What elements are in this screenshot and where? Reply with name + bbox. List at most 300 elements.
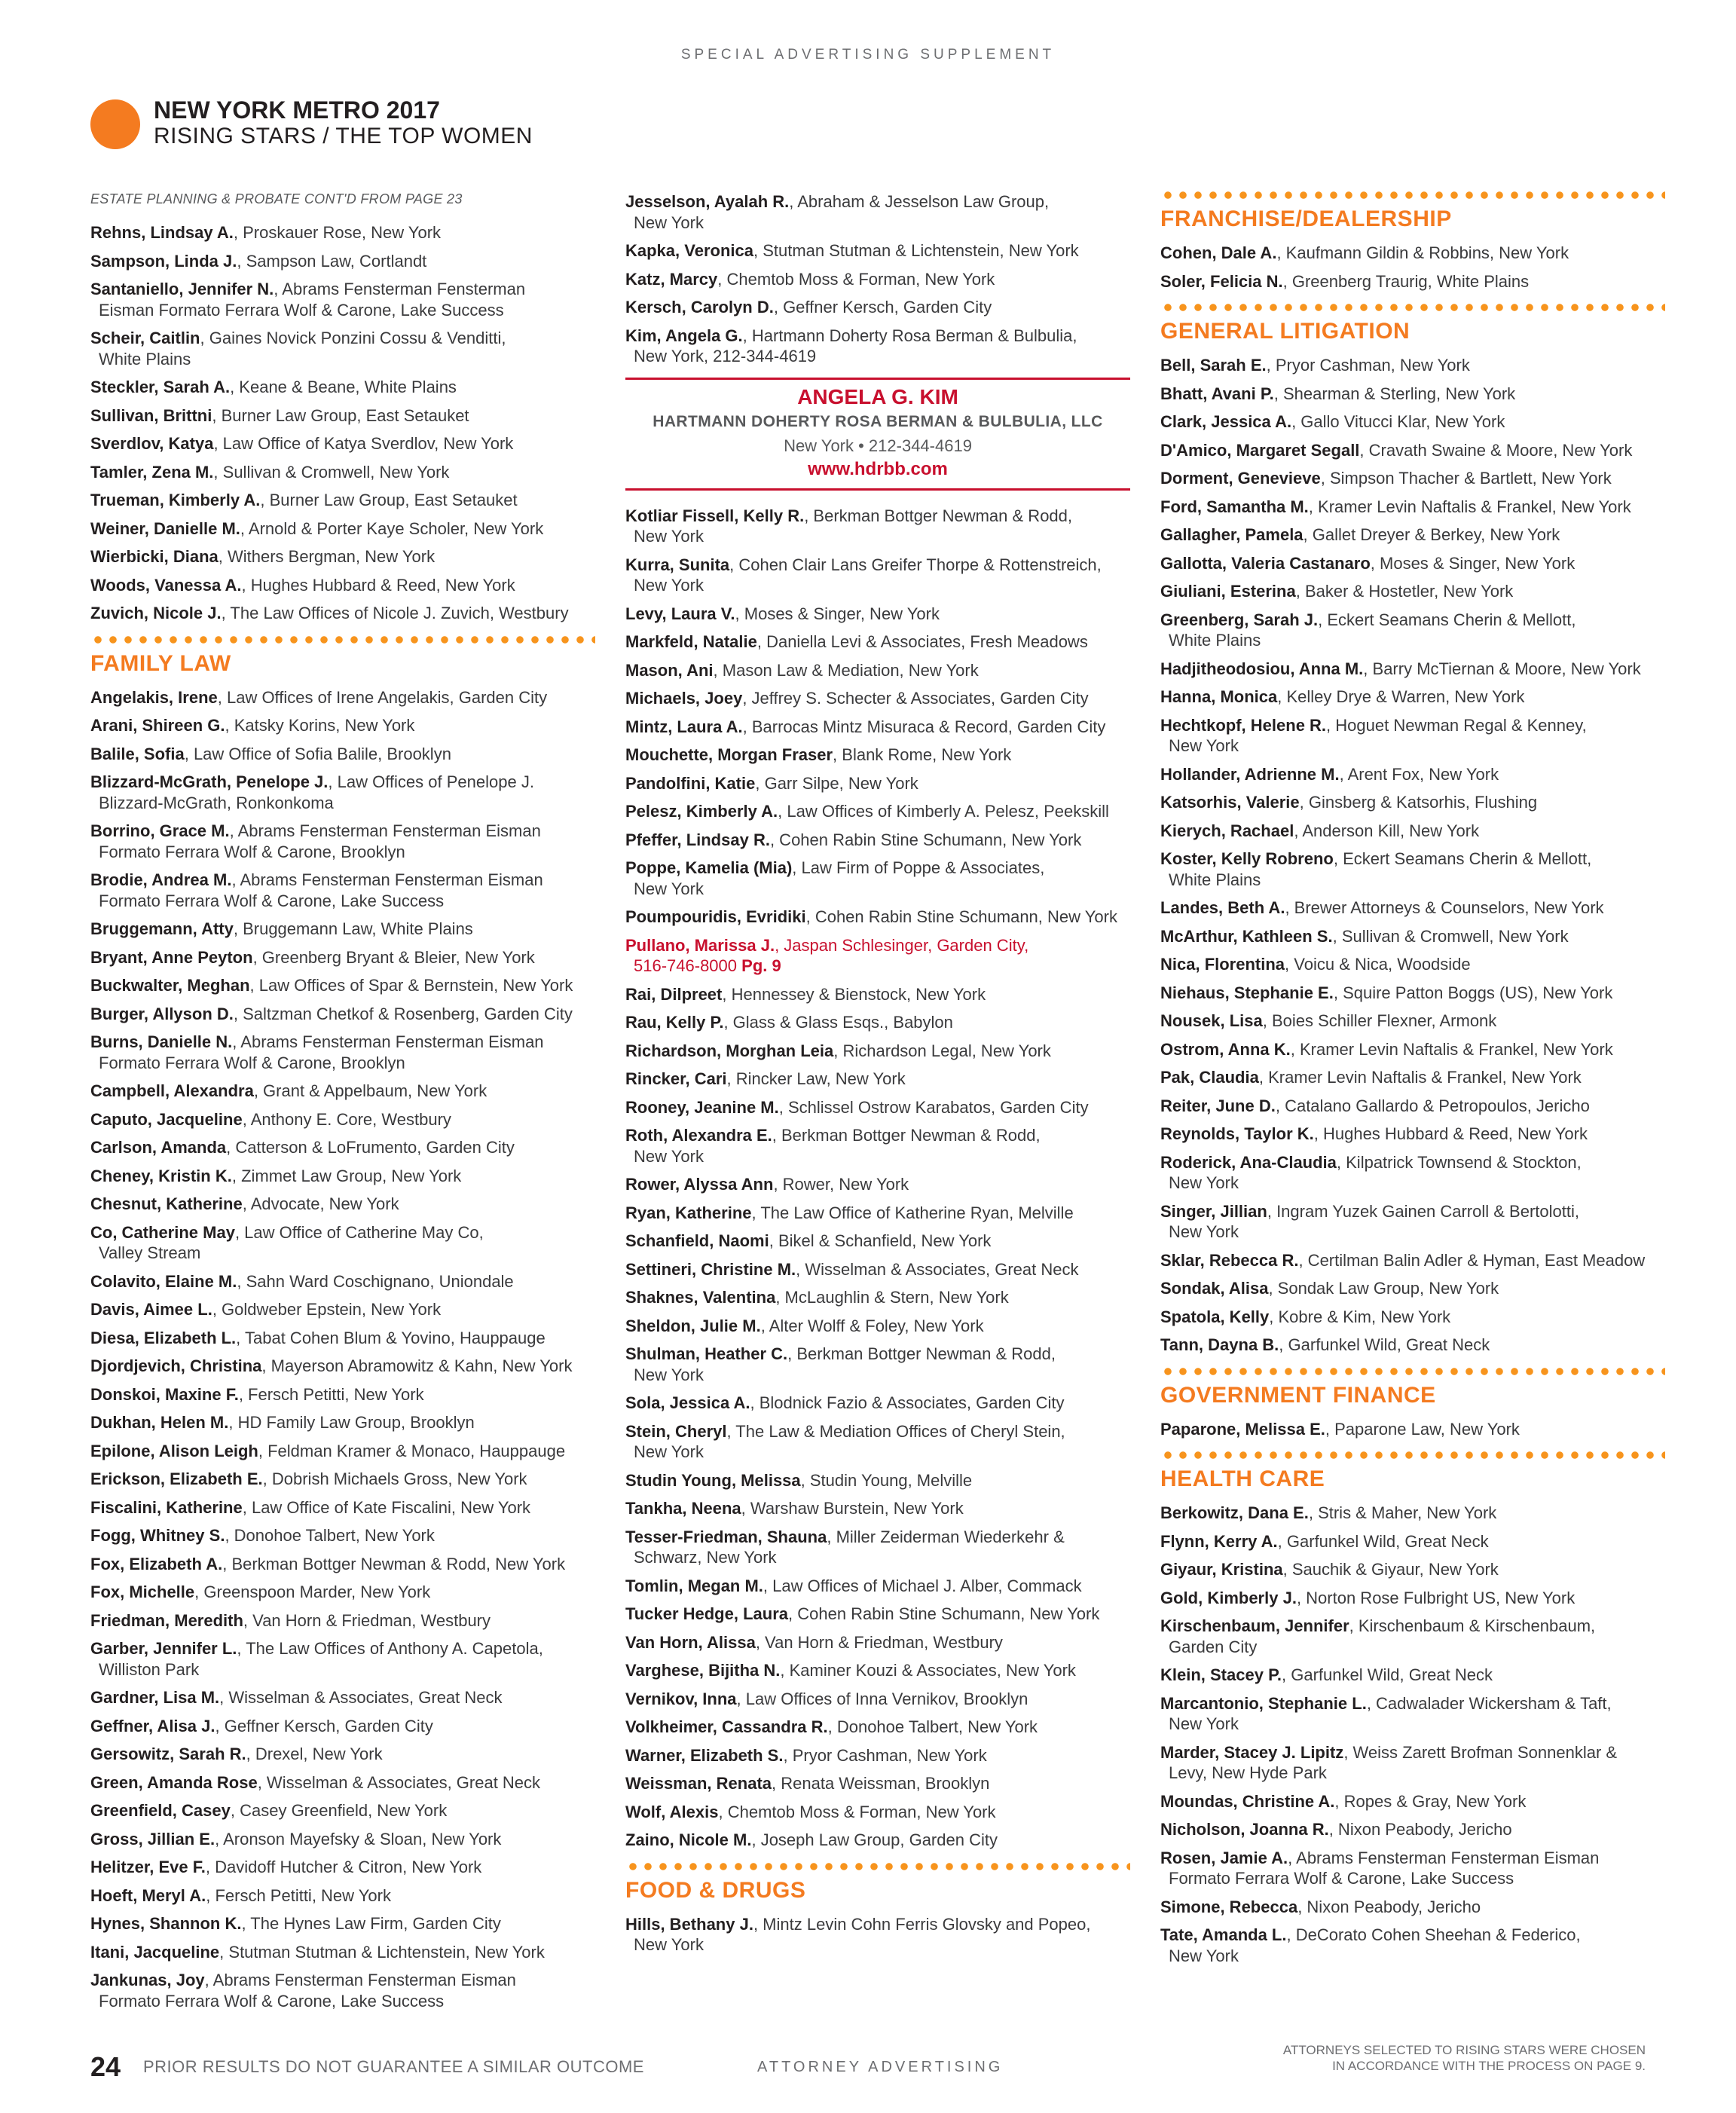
list-item (1160, 243, 1665, 264)
attorney-name: Carlson, Amanda (90, 1138, 227, 1157)
section-title: FOOD & DRUGS (625, 1877, 806, 1903)
list-item (625, 935, 1130, 977)
list-item (625, 858, 1130, 899)
firm-location: , Blodnick Fazio & Associates, Garden City (750, 1393, 1065, 1412)
firm-location: , Gallo Vitucci Klar, New York (1291, 412, 1505, 431)
attorney-name: Woods, Vanessa A. (90, 575, 242, 595)
list-item (1160, 1039, 1665, 1060)
firm-location-continued: White Plains (1169, 870, 1261, 889)
attorney-name: Arani, Shireen G. (90, 716, 225, 735)
list-item (90, 405, 595, 427)
list-item (90, 1716, 595, 1737)
firm-location: , Berkman Bottger Newman & Rodd, (804, 506, 1073, 525)
attorney-name: Blizzard-McGrath, Penelope J. (90, 772, 329, 791)
list-item (90, 715, 595, 736)
firm-location: , Berkman Bottger Newman & Rodd, New York (222, 1554, 566, 1573)
firm-location: , Nixon Peabody, Jericho (1328, 1820, 1512, 1839)
list-item (625, 1287, 1130, 1308)
attorney-name: Ostrom, Anna K. (1160, 1039, 1291, 1059)
firm-location: , Rincker Law, New York (726, 1069, 906, 1088)
firm-location: , Nixon Peabody, Jericho (1297, 1897, 1481, 1916)
firm-location: , Cohen Clair Lans Greifer Thorpe & Rottenstreich, (729, 555, 1102, 574)
attorney-name: Mouchette, Morgan Fraser (625, 745, 833, 764)
list-item (90, 1032, 595, 1073)
attorney-name: Vernikov, Inna (625, 1689, 737, 1708)
attorney-name: Bruggemann, Atty (90, 919, 234, 938)
list-item (1160, 849, 1665, 890)
attorney-name: Co, Catherine May (90, 1222, 235, 1242)
firm-location: , Baker & Hostetler, New York (1295, 582, 1514, 601)
list-item (90, 975, 595, 996)
attorney-name: Burger, Allyson D. (90, 1004, 234, 1023)
firm-location: , Law Offices of Spar & Bernstein, New York (249, 976, 573, 995)
attorney-name: Pfeffer, Lindsay R. (625, 830, 770, 849)
attorney-name: Weiner, Danielle M. (90, 518, 240, 538)
list-item (625, 1097, 1130, 1118)
list-item (1160, 610, 1665, 651)
firm-location: , Weiss Zarett Brofman Sonnenklar & (1343, 1742, 1618, 1762)
firm-location: , Mayerson Abramowitz & Kahn, New York (261, 1356, 573, 1375)
firm-location: , Gallet Dreyer & Berkey, New York (1303, 525, 1560, 544)
attorney-name: Reiter, June D. (1160, 1096, 1276, 1115)
attorney-name: Sampson, Linda J. (90, 251, 237, 271)
firm-location: , Kramer Levin Naftalis & Frankel, New York (1308, 497, 1631, 516)
attorney-name: Garber, Jennifer L. (90, 1639, 237, 1658)
footer-note (1283, 2042, 1646, 2074)
attorney-name: D'Amico, Margaret Segall (1160, 440, 1360, 460)
firm-location: , Greenspoon Marder, New York (194, 1582, 431, 1601)
firm-location: , Ropes & Gray, New York (1334, 1791, 1527, 1811)
firm-location: , Abrams Fensterman Fensterman (274, 280, 526, 298)
firm-location: , Warshaw Burstein, New York (741, 1499, 964, 1518)
list-item (90, 1081, 595, 1102)
attorney-name: Tomlin, Megan M. (625, 1576, 763, 1595)
attorney-name: Davis, Aimee L. (90, 1300, 212, 1319)
firm-location: , Daniella Levi & Associates, Fresh Meadows (756, 632, 1088, 651)
firm-location: , Hoguet Newman Regal & Kenney, (1326, 715, 1587, 735)
firm-location: , Kramer Levin Naftalis & Frankel, New York (1258, 1068, 1582, 1087)
attorney-name: Hanna, Monica (1160, 687, 1278, 706)
footer-note-line1: ATTORNEYS SELECTED TO RISING STARS WERE CHOSEN (1282, 2043, 1646, 2057)
firm-location: , Withers Bergman, New York (218, 547, 436, 566)
list-item (625, 1012, 1130, 1033)
attorney-name: Cheney, Kristin K. (90, 1166, 232, 1185)
list-item (90, 1384, 595, 1405)
list-item (1160, 1791, 1665, 1812)
list-item (625, 801, 1130, 822)
attorney-name: Nousek, Lisa (1160, 1011, 1263, 1030)
list-item (1160, 659, 1665, 680)
list-item (1160, 1588, 1665, 1609)
firm-location: , Garr Silpe, New York (755, 773, 918, 793)
list-item (1160, 1665, 1665, 1686)
attorney-name: Kotliar Fissell, Kelly R. (625, 506, 805, 525)
firm-location: , Law Office of Sofia Balile, Brooklyn (184, 744, 451, 763)
firm-location: , Anderson Kill, New York (1294, 821, 1480, 840)
attorney-name: Zaino, Nicole M. (625, 1830, 752, 1849)
attorney-name: Pullano, Marissa J. (625, 935, 775, 955)
list-item (1160, 897, 1665, 919)
attorney-name: Van Horn, Alissa (625, 1632, 756, 1652)
firm-location: , Abrams Fensterman Fensterman Eisman (1288, 1848, 1600, 1867)
firm-location: , Alter Wolff & Foley, New York (760, 1316, 984, 1335)
attorney-name: Gallotta, Valeria Castanaro (1160, 553, 1371, 573)
firm-location: , Cohen Rabin Stine Schumann, New York (769, 830, 1082, 849)
attorney-name: Settineri, Christine M. (625, 1259, 796, 1279)
dotted-divider (1160, 1451, 1665, 1459)
firm-location: , Kobre & Kim, New York (1269, 1307, 1451, 1326)
firm-location: , Kelley Drye & Warren, New York (1277, 687, 1525, 706)
attorney-name: Greenfield, Casey (90, 1801, 231, 1820)
list-item (90, 1109, 595, 1130)
list-item (1160, 821, 1665, 842)
list-item (90, 1525, 595, 1546)
dotted-divider (1160, 191, 1665, 199)
firm-location: , Hennessey & Bienstock, New York (722, 984, 986, 1004)
firm-location: , The Law Office of Katherine Ryan, Melville (751, 1203, 1074, 1222)
list-item (90, 1299, 595, 1320)
list-item (625, 1498, 1130, 1519)
firm-location-continued: New York, 212-344-4619 (634, 347, 817, 365)
attorney-name: Caputo, Jacqueline (90, 1109, 243, 1129)
firm-location-continued: Formato Ferrara Wolf & Carone, Lake Success (1169, 1869, 1514, 1888)
list-item (90, 1885, 595, 1907)
continued-note: ESTATE PLANNING & PROBATE CONT'D FROM PAGE 23 (90, 191, 463, 206)
attorney-name: Hechtkopf, Helene R. (1160, 715, 1327, 735)
firm-location-continued: New York (634, 1442, 704, 1461)
list-item (625, 773, 1130, 794)
list-item (1160, 355, 1665, 376)
attorney-name: Hadjitheodosiou, Anna M. (1160, 659, 1364, 678)
dotted-divider (1160, 1368, 1665, 1375)
firm-location: , Garfunkel Wild, Great Neck (1277, 1531, 1489, 1551)
list-item (1160, 1819, 1665, 1840)
attorney-name: Sullivan, Brittni (90, 405, 212, 425)
firm-location: , Rower, New York (773, 1175, 909, 1194)
list-item (625, 1174, 1130, 1195)
attorney-name: Landes, Beth A. (1160, 898, 1285, 917)
list-item (625, 1470, 1130, 1491)
firm-location: , Renata Weissman, Brooklyn (772, 1774, 990, 1793)
attorney-name: Ryan, Katherine (625, 1203, 752, 1222)
firm-location: , Fersch Petitti, New York (238, 1384, 424, 1404)
list-item (625, 240, 1130, 261)
attorney-name: Green, Amanda Rose (90, 1772, 258, 1792)
firm-location: , Abrams Fensterman Fensterman Eisman (204, 1971, 516, 1989)
list-item (1160, 1067, 1665, 1088)
firm-location: , Saltzman Chetkof & Rosenberg, Garden City (233, 1004, 573, 1023)
attorney-name: Klein, Stacey P. (1160, 1665, 1282, 1684)
section-header (1160, 191, 1665, 232)
attorney-name: Giyaur, Kristina (1160, 1560, 1283, 1579)
attorney-name: Hollander, Adrienne M. (1160, 764, 1340, 784)
firm-location-continued: Williston Park (99, 1659, 200, 1679)
attorney-name: Poumpouridis, Evridiki (625, 907, 806, 926)
attorney-name: Schanfield, Naomi (625, 1231, 769, 1250)
list-item (1160, 1559, 1665, 1580)
firm-location: , Hughes Hubbard & Reed, New York (1313, 1124, 1588, 1143)
firm-location: , Garfunkel Wild, Great Neck (1282, 1665, 1493, 1684)
dotted-divider (625, 1863, 1130, 1870)
firm-location-continued-line (625, 956, 1130, 977)
firm-location-continued: New York (1169, 736, 1239, 755)
firm-location: , Wisselman & Associates, Great Neck (257, 1772, 541, 1792)
attorney-name: Pak, Claudia (1160, 1068, 1259, 1087)
attorney-name: Soler, Felicia N. (1160, 271, 1283, 291)
list-item (1160, 1335, 1665, 1356)
masthead-title: NEW YORK METRO 2017 (154, 96, 440, 124)
firm-location: , Greenberg Traurig, White Plains (1282, 271, 1530, 291)
firm-location: , Glass & Glass Esqs., Babylon (723, 1013, 953, 1032)
firm-location: , Miller Zeiderman Wiederkehr & (827, 1527, 1065, 1546)
attorney-name: Erickson, Elizabeth E. (90, 1469, 263, 1488)
firm-location-continued: New York (634, 1146, 704, 1166)
attorney-name: Hoeft, Meryl A. (90, 1885, 206, 1905)
list-item (90, 1638, 595, 1680)
firm-location: , Mason Law & Mediation, New York (713, 660, 979, 680)
firm-location: , Geffner Kersch, Garden City (215, 1716, 433, 1735)
supplement-label: SPECIAL ADVERTISING SUPPLEMENT (680, 47, 1056, 63)
list-item (1160, 497, 1665, 518)
footer-disclaimer: PRIOR RESULTS DO NOT GUARANTEE A SIMILAR OUTCOME (143, 2057, 644, 2076)
list-item (625, 631, 1130, 653)
firm-location: , Abrams Fensterman Fensterman Eisman (229, 821, 541, 840)
attorney-name: Diesa, Elizabeth L. (90, 1328, 237, 1347)
attorney-name: Kierych, Rachael (1160, 821, 1294, 840)
firm-location: , Eckert Seamans Cherin & Mellott, (1318, 610, 1576, 629)
list-item (1160, 926, 1665, 947)
attorney-name: Sheldon, Julie M. (625, 1316, 761, 1335)
attorney-name: Michaels, Joey (625, 689, 743, 708)
list-item (90, 1412, 595, 1433)
attorney-name: Poppe, Kamelia (Mia) (625, 858, 793, 877)
attorney-name: Gross, Jillian E. (90, 1829, 215, 1848)
list-item (625, 1576, 1130, 1597)
column-2 (625, 191, 1130, 1963)
attorney-name: Moundas, Christine A. (1160, 1791, 1335, 1811)
attorney-name: Rower, Alyssa Ann (625, 1175, 774, 1194)
attorney-name: Studin Young, Melissa (625, 1470, 801, 1490)
firm-location: , Tabat Cohen Blum & Yovino, Hauppauge (236, 1328, 546, 1347)
firm-location-continued: Formato Ferrara Wolf & Carone, Lake Success (99, 1991, 445, 2011)
attorney-name: Friedman, Meredith (90, 1610, 243, 1630)
list-item (625, 1802, 1130, 1823)
firm-location: , Law Office of Catherine May Co, (234, 1222, 484, 1242)
attorney-name: Hynes, Shannon K. (90, 1914, 242, 1933)
section-header (90, 636, 595, 677)
list-item (90, 1441, 595, 1462)
list-item (90, 1356, 595, 1377)
firm-location: , Chemtob Moss & Forman, New York (717, 269, 995, 289)
firm-location: , Aronson Mayefsky & Sloan, New York (215, 1829, 502, 1848)
attorney-name: Balile, Sofia (90, 744, 185, 763)
firm-location: , Richardson Legal, New York (833, 1041, 1051, 1060)
firm-location: , HD Family Law Group, Brooklyn (228, 1413, 475, 1432)
list-item (90, 1469, 595, 1490)
firm-location: , Moses & Singer, New York (735, 604, 940, 623)
firm-location-continued: 516-746-8000 (634, 956, 738, 975)
firm-location-continued: New York (1169, 1173, 1239, 1192)
list-item (1160, 792, 1665, 813)
list-item (90, 1970, 595, 2011)
list-item (1160, 553, 1665, 574)
firm-location: , Blank Rome, New York (833, 745, 1012, 764)
firm-location: , Stris & Maher, New York (1308, 1503, 1497, 1522)
attorney-name: Dorment, Genevieve (1160, 469, 1321, 488)
attorney-name: Greenberg, Sarah J. (1160, 610, 1319, 629)
attorney-name: Epilone, Alison Leigh (90, 1441, 258, 1460)
attorney-name: Brodie, Andrea M. (90, 870, 232, 889)
dotted-divider (90, 636, 595, 644)
firm-location-continued: New York (1169, 1714, 1239, 1733)
firm-location: , Eckert Seamans Cherin & Mellott, (1333, 849, 1592, 868)
list-item (90, 870, 595, 911)
attorney-name: Fiscalini, Katherine (90, 1497, 243, 1517)
list-item (90, 947, 595, 968)
list-item (625, 660, 1130, 681)
firm-location: , Advocate, New York (242, 1194, 399, 1213)
firm-location: , Bruggemann Law, White Plains (233, 919, 473, 938)
masthead-subtitle: RISING STARS / THE TOP WOMEN (154, 124, 533, 148)
list-item (1160, 686, 1665, 708)
firm-location: , Berkman Bottger Newman & Rodd, (787, 1344, 1056, 1363)
attorney-name: Marcantonio, Stephanie L. (1160, 1693, 1367, 1713)
attorney-name: Jesselson, Ayalah R. (625, 192, 790, 211)
list-item (1160, 1124, 1665, 1145)
list-item (625, 604, 1130, 625)
list-item (90, 490, 595, 511)
firm-location: , Arent Fox, New York (1339, 764, 1499, 784)
firm-location: , Burner Law Group, East Setauket (260, 491, 518, 509)
firm-location: , Squire Patton Boggs (US), New York (1333, 983, 1613, 1002)
attorney-name: Santaniello, Jennifer N. (90, 280, 274, 298)
firm-location: , DeCorato Cohen Sheehan & Federico, (1286, 1925, 1581, 1944)
list-item (1160, 715, 1665, 757)
list-item (625, 191, 1130, 233)
list-item (1160, 384, 1665, 405)
attorney-name: Gold, Kimberly J. (1160, 1588, 1297, 1607)
attorney-name: Wierbicki, Diana (90, 547, 219, 566)
list-item (90, 1328, 595, 1349)
list-item (625, 506, 1130, 547)
list-item (625, 1773, 1130, 1794)
attorney-name: Markfeld, Natalie (625, 632, 757, 651)
attorney-name: Tankha, Neena (625, 1499, 741, 1518)
attorney-name: Shaknes, Valentina (625, 1288, 776, 1307)
section-header (1160, 304, 1665, 344)
firm-location: , Hughes Hubbard & Reed, New York (241, 575, 515, 595)
attorney-name: Tesser-Friedman, Shauna (625, 1527, 827, 1546)
attorney-name: Singer, Jillian (1160, 1201, 1267, 1221)
list-item (625, 688, 1130, 709)
attorney-name: Scheir, Caitlin (90, 329, 200, 347)
attorney-name: Tate, Amanda L. (1160, 1925, 1287, 1944)
firm-location: , Jaspan Schlesinger, Garden City, (775, 935, 1029, 955)
firm-location: , Law Offices of Kimberly A. Pelesz, Peekskill (778, 802, 1109, 821)
attorney-name: Pandolfini, Katie (625, 773, 756, 793)
list-item (90, 1829, 595, 1850)
firm-location: , Law Offices of Michael J. Alber, Commack (763, 1576, 1082, 1595)
firm-location: , Bikel & Schanfield, New York (769, 1231, 992, 1250)
list-item (1160, 411, 1665, 433)
firm-location: , Fersch Petitti, New York (206, 1885, 391, 1905)
firm-location: , Boies Schiller Flexner, Armonk (1262, 1011, 1497, 1030)
attorney-name: Rosen, Jamie A. (1160, 1848, 1288, 1867)
firm-location: , The Hynes Law Firm, Garden City (241, 1914, 501, 1933)
firm-location: , Burner Law Group, East Setauket (212, 405, 469, 425)
firm-location: , Voicu & Nica, Woodside (1285, 955, 1471, 974)
list-item (90, 1166, 595, 1187)
firm-location-continued: Formato Ferrara Wolf & Carone, Brooklyn (99, 842, 405, 861)
attorney-name: Kersch, Carolyn D. (625, 298, 774, 316)
attorney-name: Niehaus, Stephanie E. (1160, 983, 1334, 1002)
firm-location: , The Law Offices of Nicole J. Zuvich, Westbury (221, 604, 569, 622)
attorney-name: Tamler, Zena M. (90, 462, 214, 482)
list-item (625, 1632, 1130, 1653)
firm-location: , Donohoe Talbert, New York (225, 1526, 435, 1545)
attorney-name: Gardner, Lisa M. (90, 1688, 220, 1707)
firm-location: , Geffner Kersch, Garden City (773, 298, 992, 316)
attorney-name: Koster, Kelly Robreno (1160, 849, 1334, 868)
attorney-name: Ford, Samantha M. (1160, 497, 1309, 516)
firm-location-continued: New York (634, 213, 704, 232)
firm-location-continued: Eisman Formato Ferrara Wolf & Carone, Lake Success (99, 300, 504, 320)
list-item (1160, 1250, 1665, 1271)
list-item (90, 1497, 595, 1518)
firm-location: , Schlissel Ostrow Karabatos, Garden City (778, 1097, 1089, 1117)
list-item (625, 1344, 1130, 1385)
firm-location: , Cohen Rabin Stine Schumann, New York (788, 1604, 1100, 1623)
attorney-name: Levy, Laura V. (625, 604, 735, 623)
firm-location-continued: Garden City (1169, 1637, 1258, 1656)
firm-location: , Law Office of Katya Sverdlov, New York (213, 434, 514, 453)
firm-location: , Abraham & Jesselson Law Group, (789, 192, 1050, 211)
attorney-name: Rau, Kelly P. (625, 1013, 724, 1032)
list-item (625, 745, 1130, 766)
page-number: 24 (90, 2051, 121, 2082)
list-item (90, 575, 595, 596)
attorney-name: Tann, Dayna B. (1160, 1335, 1279, 1354)
attorney-name: Bhatt, Avani P. (1160, 384, 1274, 403)
orange-circle-icon (90, 99, 140, 149)
list-item (625, 1745, 1130, 1766)
firm-location: , Barrocas Mintz Misuraca & Record, Garden City (742, 717, 1106, 736)
attorney-name: Kapka, Veronica (625, 241, 753, 260)
firm-location: , Stutman Stutman & Lichtenstein, New York (219, 1942, 545, 1962)
firm-location-continued: White Plains (99, 349, 191, 368)
list-item (1160, 440, 1665, 461)
attorney-name: Chesnut, Katherine (90, 1194, 243, 1213)
attorney-name: Warner, Elizabeth S. (625, 1745, 784, 1765)
attorney-name: Colavito, Elaine M. (90, 1271, 237, 1291)
list-item (90, 744, 595, 765)
ad-website: www.hdrbb.com (808, 458, 948, 479)
attorney-name: Sola, Jessica A. (625, 1393, 750, 1412)
list-item (1160, 1925, 1665, 1966)
attorney-name: Roderick, Ana-Claudia (1160, 1152, 1337, 1172)
list-item (90, 919, 595, 940)
firm-location: , Dobrish Michaels Gross, New York (262, 1469, 527, 1488)
list-item (90, 1687, 595, 1708)
list-item (90, 1800, 595, 1821)
firm-location: , Catterson & LoFrumento, Garden City (226, 1138, 515, 1157)
list-item (625, 1604, 1130, 1625)
firm-location: , Kramer Levin Naftalis & Frankel, New York (1290, 1039, 1613, 1059)
column-1 (90, 191, 595, 2019)
list-item (625, 907, 1130, 928)
firm-location: , Certilman Balin Adler & Hyman, East Meadow (1298, 1250, 1646, 1270)
firm-location-continued: Valley Stream (99, 1243, 201, 1262)
